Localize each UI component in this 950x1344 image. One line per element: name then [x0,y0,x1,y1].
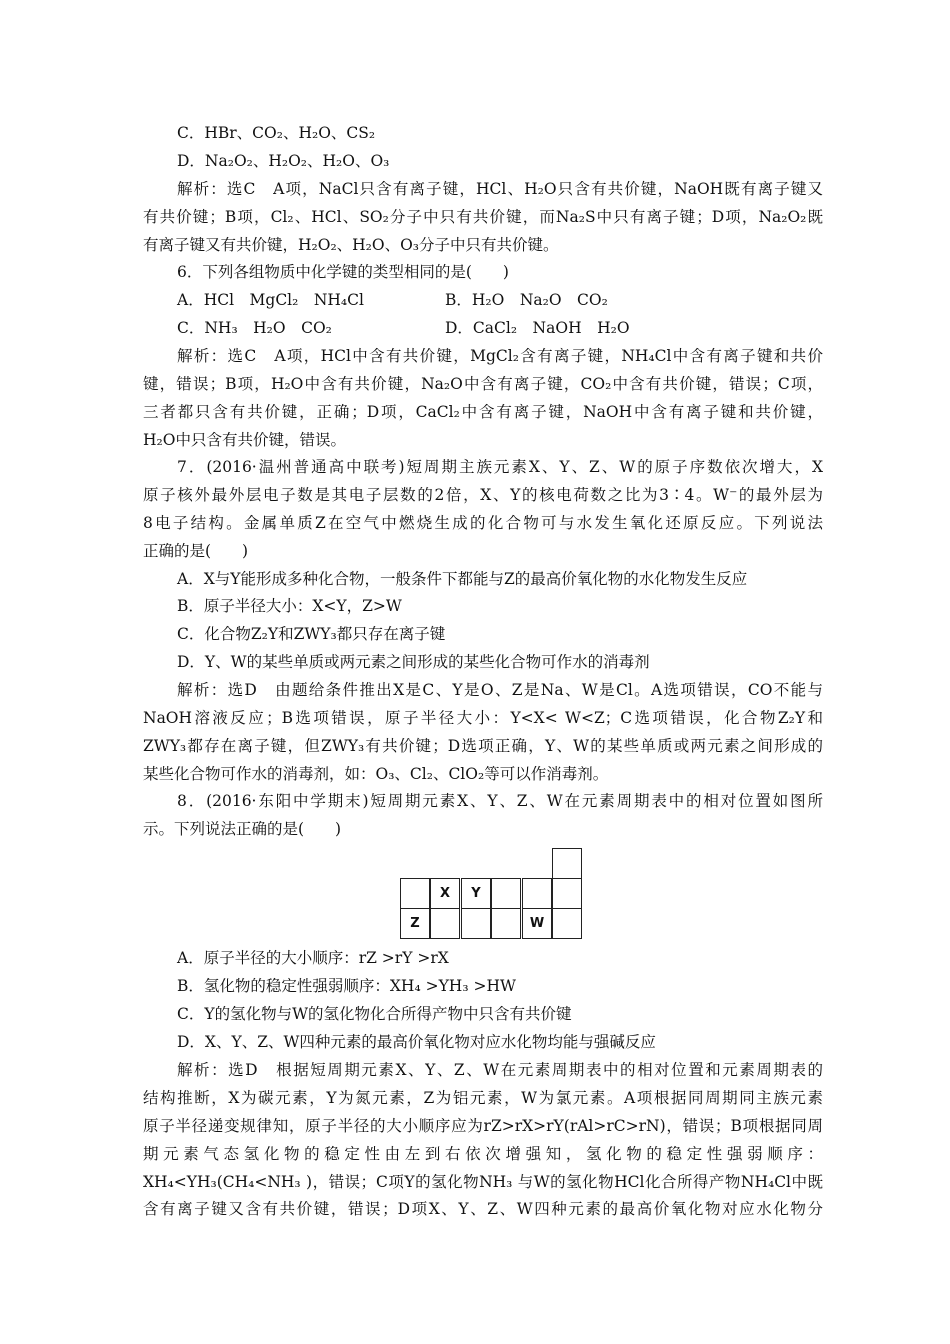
option-a-q6: A．HCl MgCl₂ NH₄Cl [177,291,364,309]
option-b-q7: B．原子半径大小：X<Y，Z>W [177,597,402,615]
table-cell-z: Z [400,908,430,939]
table-cell [430,908,460,939]
table-cell-y: Y [461,878,491,909]
option-b-q6: B．H₂O Na₂O CO₂ [445,291,608,309]
option-d-q7: D．Y、W的某些单质或两元素之间形成的某些化合物可作水的消毒剂 [177,653,650,671]
analysis-q7-line3: ZWY₃都存在离子键，但ZWY₃有共价键；D选项正确，Y、W的某些单质或两元素之间形成的 [143,737,823,755]
analysis-q8-line3: 原子半径递变规律知，原子半径的大小顺序应为rZ>rX>rY(rAl>rC>rN)，错误；B项根据同周 [143,1117,823,1135]
table-cell-x: X [430,878,460,909]
option-d-q5: D．Na₂O₂、H₂O₂、H₂O、O₃ [177,152,390,170]
table-cell [522,878,552,909]
table-cell [491,908,521,939]
analysis-q8-line6: 含有离子键又含有共价键，错误；D项X、Y、Z、W四种元素的最高价氧化物对应水化物分 [143,1200,823,1218]
analysis-q6-line2: 键，错误；B项，H₂O中含有共价键，Na₂O中含有离子键，CO₂中含有共价键，错误；C项， [143,375,823,393]
option-c-q5: C．HBr、CO₂、H₂O、CS₂ [177,124,376,142]
question-6: 6．下列各组物质中化学键的类型相同的是( ) [177,263,509,281]
option-d-q6: D．CaCl₂ NaOH H₂O [445,319,630,337]
analysis-q7-line2: NaOH溶液反应；B选项错误，原子半径大小：Y<X< W<Z；C选项错误，化合物Z₂Y和 [143,709,823,727]
option-b-q8: B．氢化物的稳定性强弱顺序：XH₄ >YH₃ >HW [177,977,516,995]
option-a-q7: A．X与Y能形成多种化合物，一般条件下都能与Z的最高价氧化物的水化物发生反应 [177,570,748,588]
question-7-line3: 8电子结构。金属单质Z在空气中燃烧生成的化合物可与水发生氧化还原反应。下列说法 [143,514,823,532]
table-cell-w: W [522,908,552,939]
analysis-q8-line4: 期元素气态氢化物的稳定性由左到右依次增强知，氢化物的稳定性强弱顺序： [143,1145,823,1163]
analysis-q8-line5: XH₄<YH₃(CH₄<NH₃ )，错误；C项Y的氢化物NH₃ 与W的氢化物HCl化合所得产物NH₄Cl中既 [143,1173,823,1191]
analysis-q7-line4: 某些化合物可作水的消毒剂，如：O₃、Cl₂、ClO₂等可以作消毒剂。 [143,765,609,783]
analysis-q7-line1: 解析：选D 由题给条件推出X是C、Y是O、Z是Na、W是Cl。A选项错误，CO不能与 [177,681,823,699]
option-c-q7: C．化合物Z₂Y和ZWY₃都只存在离子键 [177,625,446,643]
table-cell [461,908,491,939]
analysis-q5-line2: 有共价键；B项，Cl₂、HCl、SO₂分子中只有共价键，而Na₂S中只有离子键；D项，Na₂O₂既 [143,208,823,226]
option-c-q8: C．Y的氢化物与W的氢化物化合所得产物中只含有共价键 [177,1005,572,1023]
question-7-line1: 7．(2016·温州普通高中联考)短周期主族元素X、Y、Z、W的原子序数依次增大，X [177,458,823,476]
table-cell-top-group18 [552,848,582,879]
table-cell [400,878,430,909]
question-8-line2: 示。下列说法正确的是( ) [143,820,342,838]
analysis-q5-line3: 有离子键又有共价键，H₂O₂、H₂O、O₃分子中只有共价键。 [143,236,559,254]
analysis-q6-line1: 解析：选C A项，HCl中含有共价键，MgCl₂含有离子键，NH₄Cl中含有离子键和共价 [177,347,823,365]
table-cell [491,878,521,909]
option-a-q8: A．原子半径的大小顺序：rZ >rY >rX [177,949,449,967]
analysis-q8-line2: 结构推断，X为碳元素，Y为氮元素，Z为铝元素，W为氯元素。A项根据同周期同主族元素 [143,1089,823,1107]
question-7-line2: 原子核外最外层电子数是其电子层数的2倍，X、Y的核电荷数之比为3∶4。W⁻的最外层为 [143,486,823,504]
option-c-q6: C．NH₃ H₂O CO₂ [177,319,332,337]
analysis-q5-line1: 解析：选C A项，NaCl只含有离子键，HCl、H₂O只含有共价键，NaOH既有离子键又 [177,180,823,198]
question-7-line4: 正确的是( ) [143,542,249,560]
option-d-q8: D．X、Y、Z、W四种元素的最高价氧化物对应水化物均能与强碱反应 [177,1033,656,1051]
analysis-q6-line4: H₂O中只含有共价键，错误。 [143,431,346,449]
question-8-line1: 8．(2016·东阳中学期末)短周期元素X、Y、Z、W在元素周期表中的相对位置如图所 [177,792,823,810]
table-cell [552,878,582,909]
table-cell [552,908,582,939]
analysis-q6-line3: 三者都只含有共价键，正确；D项，CaCl₂中含有离子键，NaOH中含有离子键和共价键， [143,403,823,421]
analysis-q8-line1: 解析：选D 根据短周期元素X、Y、Z、W在元素周期表中的相对位置和元素周期表的 [177,1061,823,1079]
